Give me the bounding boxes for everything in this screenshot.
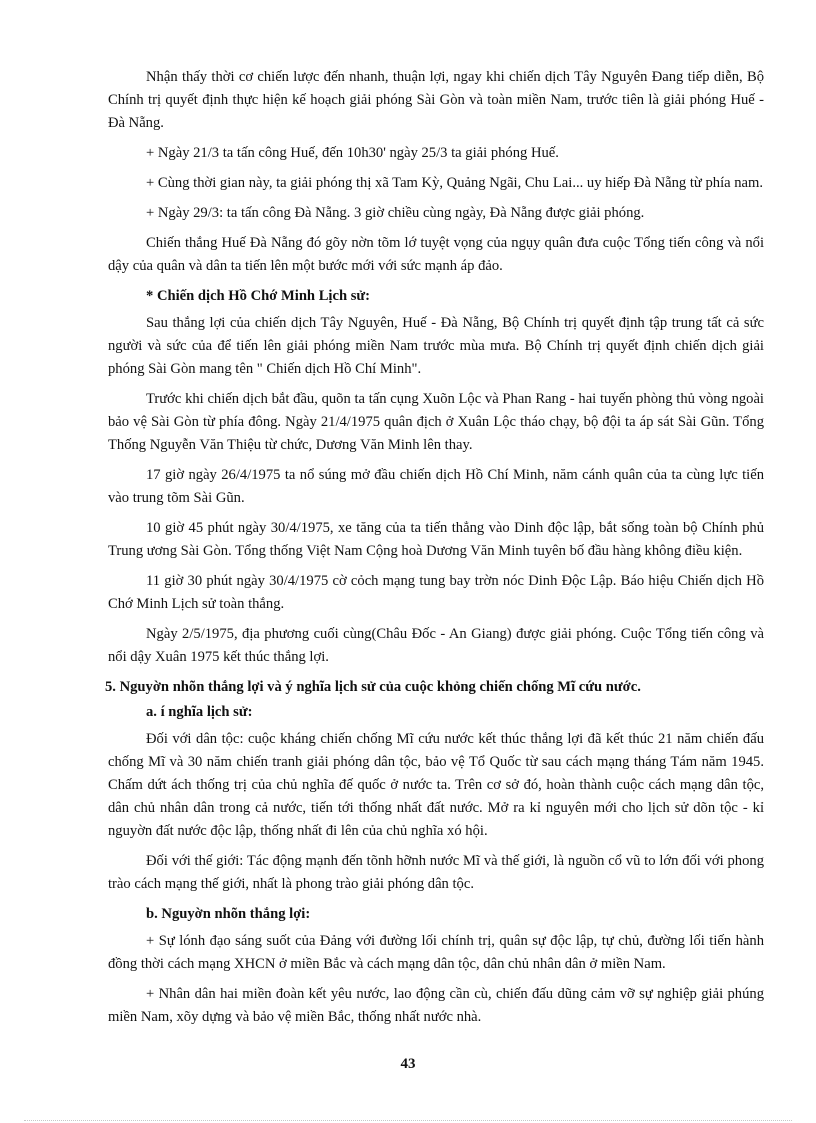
paragraph-april-26: 17 giờ ngày 26/4/1975 ta nổ súng mở đầu chiến dịch Hồ Chí Minh, năm cánh quân của ta cùng lực tiến vào trung tõm Sài Gũn. — [108, 467, 764, 506]
heading-causes-of-victory: b. Nguyờn nhõn thắng lợi: — [146, 906, 311, 922]
heading-historical-significance: a. í nghĩa lịch sử: — [146, 704, 253, 720]
paragraph-may-2: Ngày 2/5/1975, địa phương cuối cùng(Châu Đốc - An Giang) được giải phóng. Cuộc Tổng tiến công và nổi dậy Xuân 1975 kết thúc thắng lợi. — [108, 626, 764, 665]
paragraph-campaign-decision: Sau thắng lợi của chiến dịch Tây Nguyên, Huế - Đà Nẵng, Bộ Chính trị quyết định tập trung tất cả sức người và sức của để tiến lên giải phóng miền Nam trước mùa mưa. Bộ Chính trị quyết định chiến dịch giải phóng Sài Gòn mang tên " Chiến dịch Hồ Chí Minh". — [108, 315, 764, 377]
page-bottom-rule — [24, 1120, 792, 1121]
page-number: 43 — [400, 1056, 416, 1072]
paragraph-april-30-tanks: 10 giờ 45 phút ngày 30/4/1975, xe tăng của ta tiến thẳng vào Dinh độc lập, bắt sống toàn bộ Chính phủ Trung ương Sài Gòn. Tổng thống Việt Nam Cộng hoà Dương Văn Minh tuyên bố đầu hàng không điều kiện. — [108, 520, 764, 559]
heading-section-5: 5. Nguyờn nhõn thắng lợi và ý nghĩa lịch sử của cuộc khỏng chiến chống Mĩ cứu nước. — [105, 679, 641, 695]
paragraph-april-30-flag: 11 giờ 30 phút ngày 30/4/1975 cờ cỏch mạng tung bay trờn nóc Dinh Độc Lập. Báo hiệu Chiến dịch Hồ Chớ Minh Lịch sử toàn thắng. — [108, 573, 764, 612]
paragraph-tam-ky: + Cùng thời gian này, ta giải phóng thị xã Tam Kỳ, Quảng Ngãi, Chu Lai... uy hiếp Đà Nẵng từ phía nam. — [146, 175, 764, 191]
paragraph-people-unity: + Nhân dân hai miền đoàn kết yêu nước, lao động cần cù, chiến đấu dũng cảm vỡ sự nghiệp giải phúng miền Nam, xõy dựng và bảo vệ miền Bắc, thống nhất nước nhà. — [108, 986, 764, 1025]
paragraph-xuan-loc: Trước khi chiến dịch bắt đầu, quõn ta tấn cụng Xuõn Lộc và Phan Rang - hai tuyến phòng thủ vòng ngoài bảo vệ Sài Gòn từ phía đông. Ngày 21/4/1975 quân địch ở Xuân Lộc tháo chạy, bộ đội ta áp sát Sài Gũn. Tổng Thống Nguyễn Văn Thiệu từ chức, Dương Văn Minh lên thay. — [108, 391, 764, 453]
heading-ho-chi-minh-campaign: * Chiến dịch Hồ Chớ Minh Lịch sử: — [146, 288, 371, 304]
paragraph-party-leadership: + Sự lónh đạo sáng suốt của Đảng với đường lối chính trị, quân sự độc lập, tự chủ, đường lối tiến hành đồng thời cách mạng XHCN ở miền Bắc và cách mạng dân tộc, dân chủ nhân dân ở miền Nam. — [108, 933, 764, 972]
paragraph-da-nang: + Ngày 29/3: ta tấn công Đà Nẵng. 3 giờ chiều cùng ngày, Đà Nẵng được giải phóng. — [146, 205, 645, 221]
paragraph-significance-world: Đối với thế giới: Tác động mạnh đến tõnh hỡnh nước Mĩ và thế giới, là nguồn cổ vũ to lớn đối với phong trào cách mạng thế giới, nhất là phong trào giải phóng dân tộc. — [108, 853, 764, 892]
paragraph-strategic-opportunity: Nhận thấy thời cơ chiến lược đến nhanh, thuận lợi, ngay khi chiến dịch Tây Nguyên Đang tiếp diễn, Bộ Chính trị quyết định thực hiện kế hoạch giải phóng Sài Gòn và toàn miền Nam, trước tiên là giải phóng Huế - Đà Nẵng. — [108, 69, 764, 131]
paragraph-hue-attack: + Ngày 21/3 ta tấn công Huế, đến 10h30' ngày 25/3 ta giải phóng Huế. — [146, 145, 559, 161]
paragraph-hue-da-nang-victory: Chiến thắng Huế Đà Nẵng đó gõy nờn tõm lớ tuyệt vọng của ngụy quân đưa cuộc Tổng tiến công và nổi dậy của quân và dân ta tiến lên một bước mới với sức mạnh áp đảo. — [108, 235, 764, 274]
paragraph-significance-nation: Đối với dân tộc: cuộc kháng chiến chống Mĩ cứu nước kết thúc thắng lợi đã kết thúc 21 năm chiến đấu chống Mĩ và 30 năm chiến tranh giải phóng dân tộc, bảo vệ Tổ Quốc từ sau cách mạng tháng Tám năm 1945. Chấm dứt ách thống trị của chủ nghĩa đế quốc ở nước ta. Trên cơ sở đó, hoàn thành cuộc cách mạng dân tộc, dân chủ nhân dân trong cả nước, tiến tới thống nhất đất nước. Mở ra kỉ nguyên mới cho lịch sử dõn tộc - kỉ nguyờn đất nước độc lập, thống nhất đi lên của chủ nghĩa xó hội. — [108, 731, 764, 839]
document-page — [105, 66, 764, 1036]
